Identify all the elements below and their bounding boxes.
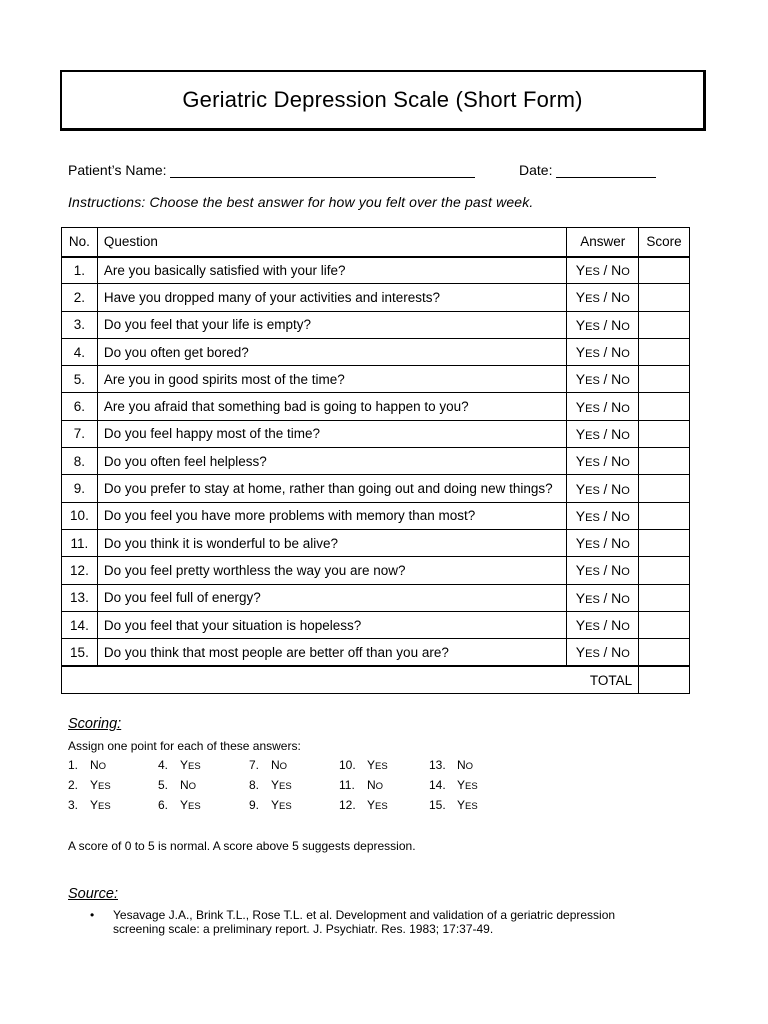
scoring-key-item <box>339 778 429 792</box>
key-number: 2. <box>68 778 79 792</box>
yes-no-choice[interactable] <box>567 284 639 311</box>
row-number: 13. <box>62 584 98 611</box>
header-score: Score <box>639 228 690 257</box>
patient-name-label: Patient’s Name: <box>68 162 167 178</box>
scoring-key-item <box>429 758 519 772</box>
key-answer: YES <box>457 778 478 792</box>
yes-no-choice[interactable] <box>567 311 639 338</box>
yes-no-choice[interactable] <box>567 420 639 447</box>
yes-option[interactable]: YES <box>575 617 600 633</box>
key-number: 7. <box>249 758 260 772</box>
date-label: Date: <box>519 162 553 178</box>
table-row <box>62 284 690 311</box>
key-number: 11. <box>339 778 355 792</box>
key-number: 6. <box>158 798 169 812</box>
key-number: 12. <box>339 798 356 812</box>
no-option[interactable]: NO <box>611 480 630 497</box>
bullet-icon: • <box>90 908 95 922</box>
yes-option[interactable]: YES <box>575 344 600 361</box>
date-field[interactable] <box>556 177 656 178</box>
table-row <box>62 639 690 666</box>
score-cell[interactable] <box>639 639 690 666</box>
row-question: Do you often feel helpless? <box>97 448 567 475</box>
key-answer: NO <box>367 778 384 792</box>
no-option[interactable]: NO <box>611 262 630 279</box>
separator: / <box>599 317 612 333</box>
row-question: Do you think it is wonderful to be alive? <box>97 529 567 556</box>
separator: / <box>599 508 612 524</box>
no-option[interactable]: NO <box>611 316 630 333</box>
separator: / <box>599 454 612 470</box>
form-title: Geriatric Depression Scale (Short Form) <box>60 70 706 131</box>
row-question: Do you think that most people are better off than you are? <box>97 639 567 666</box>
header-question: Question <box>97 228 567 257</box>
yes-option[interactable]: YES <box>575 480 600 497</box>
scoring-key-item <box>429 778 519 792</box>
table-row <box>62 311 690 338</box>
yes-no-choice[interactable] <box>567 366 639 393</box>
row-question: Do you feel pretty worthless the way you are now? <box>97 557 567 584</box>
key-answer: YES <box>90 798 111 812</box>
key-answer: NO <box>457 758 474 772</box>
score-cell[interactable] <box>639 557 690 584</box>
score-cell[interactable] <box>639 475 690 502</box>
total-row <box>62 666 690 694</box>
yes-no-choice[interactable] <box>567 529 639 556</box>
key-answer: YES <box>271 798 292 812</box>
header-answer: Answer <box>567 228 639 257</box>
scoring-key-item <box>68 798 158 812</box>
table-row <box>62 584 690 611</box>
table-row <box>62 420 690 447</box>
key-answer: NO <box>90 758 107 772</box>
scoring-key-item <box>158 798 248 812</box>
questions-table <box>61 227 690 694</box>
score-cell[interactable] <box>639 284 690 311</box>
row-number: 2. <box>62 284 98 311</box>
score-cell[interactable] <box>639 338 690 365</box>
scoring-key-item <box>158 778 248 792</box>
separator: / <box>599 481 612 497</box>
key-number: 1. <box>68 758 79 772</box>
scoring-key-item <box>249 758 339 772</box>
table-row <box>62 393 690 420</box>
yes-no-choice[interactable] <box>567 557 639 584</box>
yes-option[interactable]: YES <box>575 316 600 333</box>
key-answer: YES <box>457 798 478 812</box>
table-row <box>62 611 690 638</box>
no-option[interactable]: NO <box>611 535 630 552</box>
scoring-key-item <box>339 758 429 772</box>
scoring-key-item <box>158 758 248 772</box>
separator: / <box>599 263 612 279</box>
score-cell[interactable] <box>639 311 690 338</box>
score-cell[interactable] <box>639 529 690 556</box>
key-answer: YES <box>180 798 201 812</box>
row-question: Do you prefer to stay at home, rather than going out and doing new things? <box>97 475 567 502</box>
key-number: 9. <box>249 798 260 812</box>
no-option[interactable]: NO <box>611 617 630 633</box>
yes-no-choice[interactable] <box>567 611 639 638</box>
table-row <box>62 502 690 529</box>
key-answer: YES <box>367 798 388 812</box>
separator: / <box>599 645 612 661</box>
table-row <box>62 557 690 584</box>
yes-no-choice[interactable] <box>567 584 639 611</box>
no-option[interactable]: NO <box>611 398 630 415</box>
score-cell[interactable] <box>639 448 690 475</box>
row-question: Are you in good spirits most of the time? <box>97 366 567 393</box>
score-interpretation: A score of 0 to 5 is normal. A score above 5 suggests depression. <box>68 839 416 853</box>
row-question: Are you afraid that something bad is going to happen to you? <box>97 393 567 420</box>
total-label: TOTAL <box>62 666 639 694</box>
key-number: 14. <box>429 778 446 792</box>
header-no: No. <box>62 228 98 257</box>
score-cell[interactable] <box>639 366 690 393</box>
yes-option[interactable]: YES <box>575 589 600 606</box>
row-number: 15. <box>62 639 98 666</box>
row-question: Do you feel you have more problems with memory than most? <box>97 502 567 529</box>
yes-no-choice[interactable] <box>567 338 639 365</box>
scoring-key-item <box>429 798 519 812</box>
key-answer: YES <box>180 758 201 772</box>
row-number: 11. <box>62 529 98 556</box>
row-number: 7. <box>62 420 98 447</box>
yes-option[interactable]: YES <box>575 644 600 661</box>
table-row <box>62 529 690 556</box>
separator: / <box>599 426 612 442</box>
key-answer: NO <box>271 758 288 772</box>
scoring-key-item <box>68 778 158 792</box>
yes-option[interactable]: YES <box>575 262 600 279</box>
no-option[interactable]: NO <box>611 344 630 361</box>
row-number: 4. <box>62 338 98 365</box>
score-cell[interactable] <box>639 257 690 284</box>
key-number: 10. <box>339 758 356 772</box>
row-question: Do you feel that your situation is hopeless? <box>97 611 567 638</box>
patient-name-field[interactable] <box>170 177 475 178</box>
yes-option[interactable]: YES <box>575 453 600 470</box>
instructions: Instructions: Choose the best answer for how you felt over the past week. <box>68 194 534 210</box>
yes-option[interactable]: YES <box>575 398 600 415</box>
key-number: 4. <box>158 758 169 772</box>
yes-no-choice[interactable] <box>567 639 639 666</box>
row-question: Do you often get bored? <box>97 338 567 365</box>
separator: / <box>599 345 612 361</box>
score-cell[interactable] <box>639 393 690 420</box>
separator: / <box>599 536 612 552</box>
yes-no-choice[interactable] <box>567 257 639 284</box>
table-row <box>62 366 690 393</box>
score-cell[interactable] <box>639 584 690 611</box>
key-number: 8. <box>249 778 260 792</box>
separator: / <box>599 618 612 633</box>
row-number: 3. <box>62 311 98 338</box>
no-option[interactable]: NO <box>611 644 630 661</box>
key-answer: YES <box>367 758 388 772</box>
scoring-key-item <box>249 778 339 792</box>
row-question: Do you feel that your life is empty? <box>97 311 567 338</box>
key-answer: YES <box>90 778 111 792</box>
yes-option[interactable]: YES <box>575 507 600 524</box>
row-question: Do you feel happy most of the time? <box>97 420 567 447</box>
separator: / <box>599 590 612 606</box>
row-number: 12. <box>62 557 98 584</box>
row-number: 1. <box>62 257 98 284</box>
table-row <box>62 338 690 365</box>
yes-option[interactable]: YES <box>575 535 600 552</box>
row-number: 6. <box>62 393 98 420</box>
score-cell[interactable] <box>639 611 690 638</box>
yes-no-choice[interactable] <box>567 475 639 502</box>
yes-no-choice[interactable] <box>567 448 639 475</box>
yes-option[interactable]: YES <box>575 371 600 388</box>
yes-no-choice[interactable] <box>567 393 639 420</box>
row-number: 5. <box>62 366 98 393</box>
key-answer: NO <box>180 778 197 792</box>
no-option[interactable]: NO <box>611 507 630 524</box>
separator: / <box>599 290 612 306</box>
row-question: Are you basically satisfied with your life? <box>97 257 567 284</box>
separator: / <box>599 372 612 388</box>
key-answer: YES <box>271 778 292 792</box>
total-score-cell[interactable] <box>639 666 690 694</box>
separator: / <box>599 563 612 579</box>
yes-option[interactable]: YES <box>575 425 600 442</box>
row-number: 9. <box>62 475 98 502</box>
scoring-key-item <box>249 798 339 812</box>
row-question: Have you dropped many of your activities and interests? <box>97 284 567 311</box>
table-row <box>62 475 690 502</box>
separator: / <box>599 399 612 415</box>
row-question: Do you feel full of energy? <box>97 584 567 611</box>
yes-option[interactable]: YES <box>575 289 600 306</box>
no-option[interactable]: NO <box>611 289 630 306</box>
row-number: 14. <box>62 611 98 638</box>
key-number: 13. <box>429 758 446 772</box>
table-header-row <box>62 228 690 257</box>
scoring-heading: Scoring: <box>68 716 122 732</box>
row-number: 8. <box>62 448 98 475</box>
score-cell[interactable] <box>639 420 690 447</box>
scoring-key-item <box>68 758 158 772</box>
no-option[interactable]: NO <box>611 425 630 442</box>
no-option[interactable]: NO <box>611 371 630 388</box>
source-heading: Source: <box>68 886 118 902</box>
no-option[interactable]: NO <box>611 453 630 470</box>
table-row <box>62 257 690 284</box>
scoring-instructions: Assign one point for each of these answers: <box>68 739 301 753</box>
table-row <box>62 448 690 475</box>
scoring-key-item <box>339 798 429 812</box>
yes-no-choice[interactable] <box>567 502 639 529</box>
key-number: 5. <box>158 778 169 792</box>
yes-option[interactable]: YES <box>575 562 600 579</box>
row-number: 10. <box>62 502 98 529</box>
no-option[interactable]: NO <box>611 589 630 606</box>
source-citation: Yesavage J.A., Brink T.L., Rose T.L. et al. Development and validation of a geriatric depression screening scale: a preliminary report. J. Psychiatr. Res. 1983; 17:37-49. <box>113 908 616 936</box>
key-number: 3. <box>68 798 79 812</box>
score-cell[interactable] <box>639 502 690 529</box>
key-number: 15. <box>429 798 446 812</box>
no-option[interactable]: NO <box>611 562 630 579</box>
